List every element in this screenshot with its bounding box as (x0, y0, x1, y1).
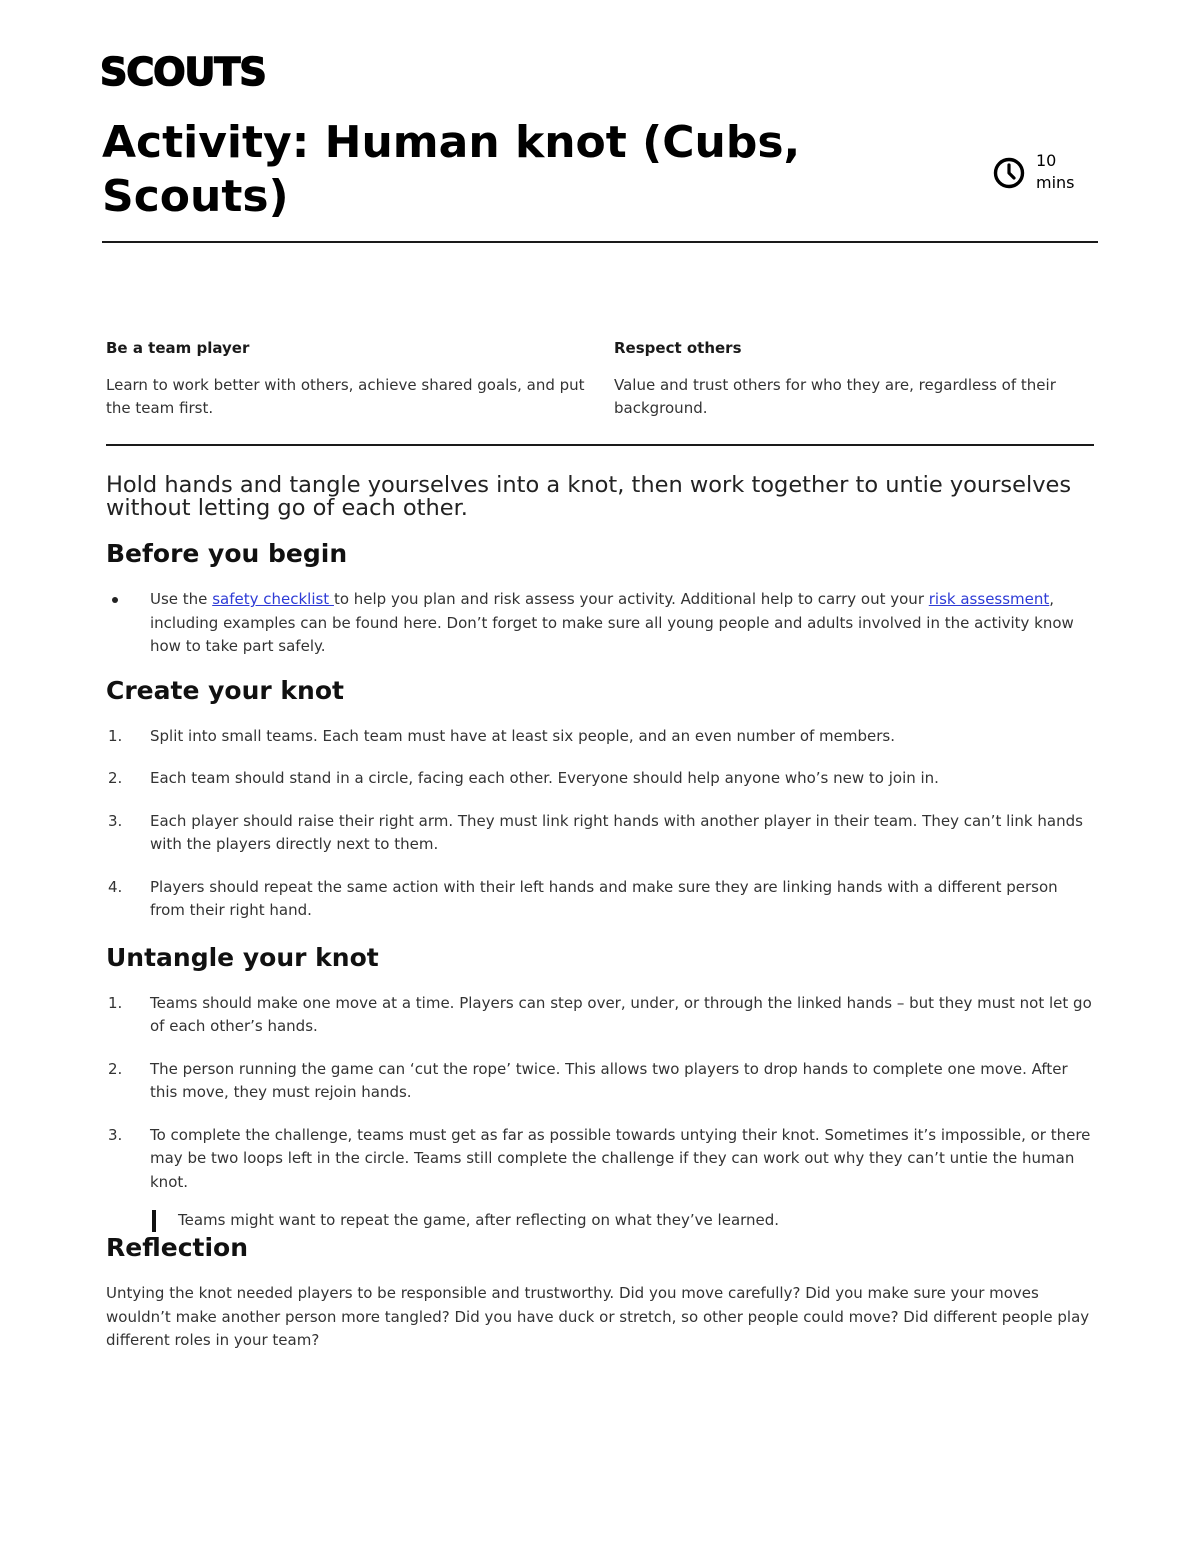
before-text-pre: Use the (150, 590, 213, 608)
reflection-heading: Reflection (106, 1233, 249, 1262)
list-item (106, 725, 1096, 749)
list-item (106, 588, 1096, 659)
create-steps (106, 725, 1096, 923)
outcome-heading: Be a team player (106, 339, 250, 357)
step-text: Teams should make one move at a time. Players can step over, under, or through the linked hands – but they must not let go of each other’s hands. (150, 993, 1092, 1035)
outcome-team-player (106, 338, 586, 420)
before-text-post: , including examples can be found here. Don’t forget to make sure all young people and adults involved in the activity know how to take part safely. (150, 590, 1074, 655)
untangle-heading: Untangle your knot (106, 942, 379, 972)
step-number: 2. (108, 1059, 123, 1078)
list-item (106, 1058, 1096, 1105)
list-item (106, 992, 1096, 1039)
step-text: Each player should raise their right arm. They must link right hands with another player in their team. They can’t link hands with the players directly next to them. (150, 811, 1083, 853)
step-text: Players should repeat the same action with their left hands and make sure they are linking hands with a different person from their right hand. (150, 877, 1058, 919)
before-list (106, 588, 1096, 659)
list-item (106, 1124, 1096, 1195)
bullet-icon (112, 597, 118, 603)
risk-assessment-link[interactable]: risk assessment (928, 590, 1050, 608)
tip-callout (150, 1209, 1096, 1232)
callout-bar (152, 1210, 156, 1232)
step-number: 4. (108, 877, 123, 896)
create-heading: Create your knot (106, 675, 344, 705)
step-number: 3. (108, 811, 123, 830)
outcome-text: Learn to work better with others, achieve shared goals, and put the team first. (106, 376, 585, 417)
outcome-text: Value and trust others for who they are, regardless of their background. (614, 376, 1056, 417)
safety-checklist-link[interactable]: safety checklist (212, 590, 334, 608)
step-number: 1. (108, 726, 123, 745)
scouts-logo: SCOUTS (100, 50, 266, 94)
page-title: Activity: Human knot (Cubs, Scouts) (102, 117, 801, 222)
header-divider (102, 241, 1098, 243)
outcomes-divider (106, 444, 1094, 446)
before-text-mid: to help you plan and risk assess your activity. Additional help to carry out your (333, 590, 929, 608)
list-item (106, 876, 1096, 923)
step-text: To complete the challenge, teams must get as far as possible towards untying their knot. Sometimes it’s impossible, or there may be two loops left in the circle. Teams still complete the challenge if they can work out why they can’t untie the human knot. (150, 1125, 1091, 1191)
reflection-text: Untying the knot needed players to be responsible and trustworthy. Did you move carefully? Did you make sure your moves wouldn’t make another person more tangled? Did you have duck or stretch, so other people could move? Did different people play different roles in your team? (106, 1284, 1090, 1349)
clock-icon (992, 156, 1026, 190)
list-item (106, 767, 1096, 791)
step-text: The person running the game can ‘cut the rope’ twice. This allows two players to drop hands to complete one move. After this move, they must rejoin hands. (150, 1059, 1068, 1101)
activity-content (106, 474, 1096, 1353)
step-number: 2. (108, 769, 123, 787)
duration-badge (992, 150, 1075, 194)
step-number: 3. (108, 1125, 123, 1144)
outcome-respect-others (614, 338, 1094, 420)
list-item (106, 810, 1096, 857)
outcome-heading: Respect others (614, 339, 742, 357)
before-heading: Before you begin (106, 539, 348, 568)
duration-value: 10 (1036, 151, 1057, 170)
duration-unit: mins (1036, 173, 1075, 192)
callout-text: Teams might want to repeat the game, after reflecting on what they’ve learned. (178, 1211, 780, 1229)
intro-text: Hold hands and tangle yourselves into a knot, then work together to untie yourselves without letting go of each other. (106, 472, 1072, 521)
step-text: Split into small teams. Each team must have at least six people, and an even number of members. (150, 726, 895, 745)
untangle-steps (106, 992, 1096, 1195)
step-number: 1. (108, 993, 123, 1012)
step-text: Each team should stand in a circle, facing each other. Everyone should help anyone who’s new to join in. (150, 769, 939, 787)
